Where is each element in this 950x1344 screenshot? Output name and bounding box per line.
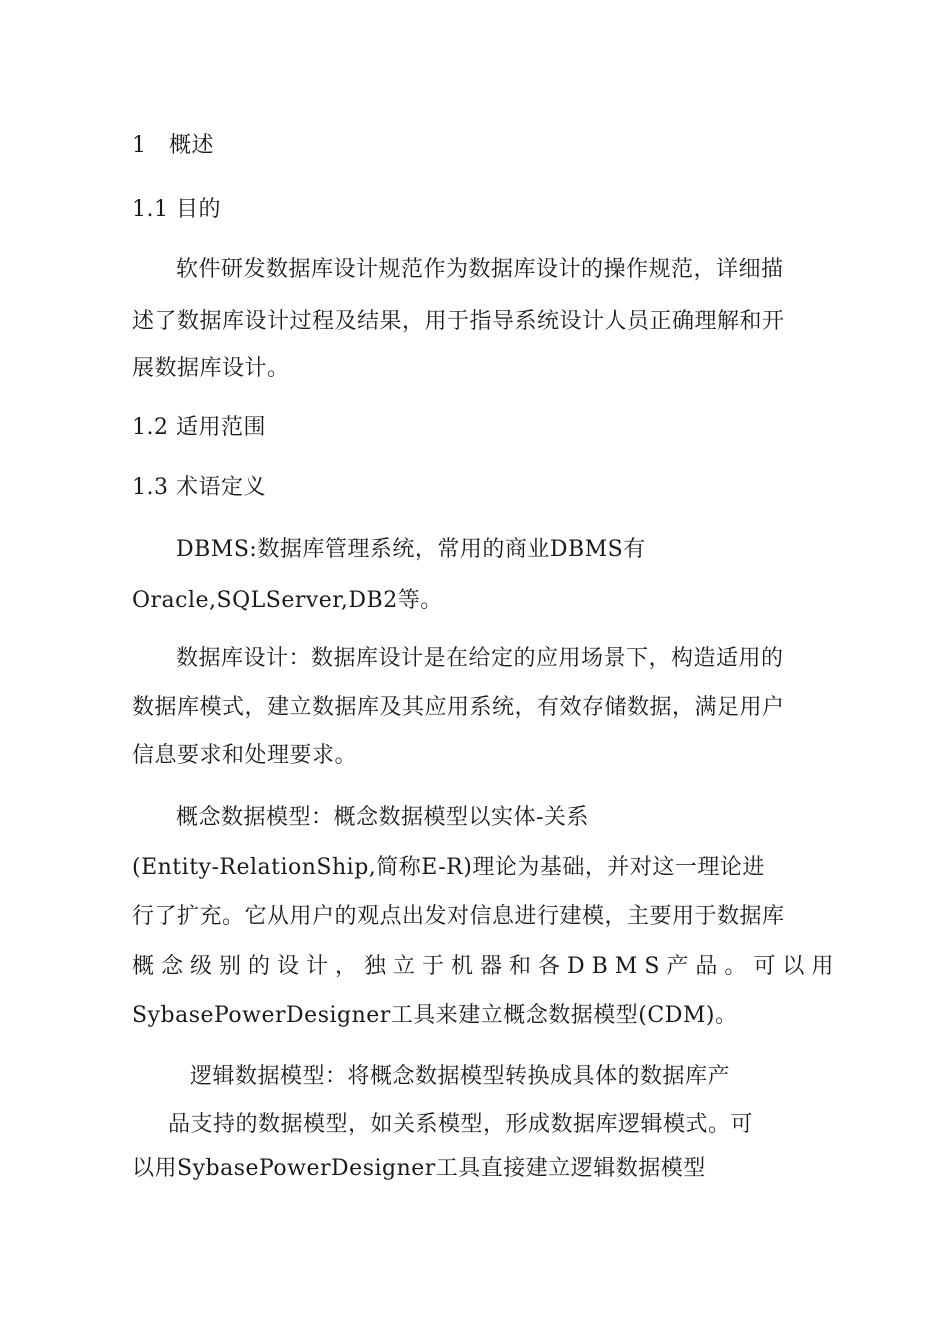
dbdesign-line-1: 数据库设计：数据库设计是在给定的应用场景下，构造适用的 — [176, 646, 784, 671]
dbdesign-line-3: 信息要求和处理要求。 — [132, 743, 358, 768]
purpose-line-3: 展数据库设计。 — [132, 356, 290, 381]
heading-1-2: 1.2 适用范围 — [132, 415, 266, 440]
heading-1-3: 1.3 术语定义 — [132, 475, 266, 500]
cdm-line-4: 概念级别的设计，独立于机器和各DBMS产品。可以用 — [132, 954, 841, 979]
cdm-line-5: SybasePowerDesigner工具来建立概念数据模型(CDM)。 — [132, 1003, 738, 1028]
dbdesign-line-2: 数据库模式，建立数据库及其应用系统，有效存储数据，满足用户 — [132, 695, 785, 720]
ldm-line-3: 以用SybasePowerDesigner工具直接建立逻辑数据模型 — [132, 1156, 706, 1181]
ldm-line-2: 品支持的数据模型，如关系模型，形成数据库逻辑模式。可 — [168, 1112, 754, 1137]
purpose-line-1: 软件研发数据库设计规范作为数据库设计的操作规范，详细描 — [176, 257, 784, 282]
dbms-line-2: Oracle,SQLServer,DB2等。 — [132, 588, 443, 613]
ldm-line-1: 逻辑数据模型：将概念数据模型转换成具体的数据库产 — [190, 1064, 731, 1089]
cdm-line-2: (Entity-RelationShip,简称E-R)理论为基础，并对这一理论进 — [132, 855, 765, 880]
purpose-line-2: 述了数据库设计过程及结果，用于指导系统设计人员正确理解和开 — [132, 309, 785, 334]
cdm-line-1: 概念数据模型：概念数据模型以实体-关系 — [176, 805, 589, 830]
cdm-line-3: 行了扩充。它从用户的观点出发对信息进行建模，主要用于数据库 — [132, 904, 785, 929]
dbms-line-1: DBMS:数据库管理系统，常用的商业DBMS有 — [176, 537, 646, 562]
heading-1: 1 概述 — [132, 133, 214, 158]
heading-1-1: 1.1 目的 — [132, 197, 221, 222]
